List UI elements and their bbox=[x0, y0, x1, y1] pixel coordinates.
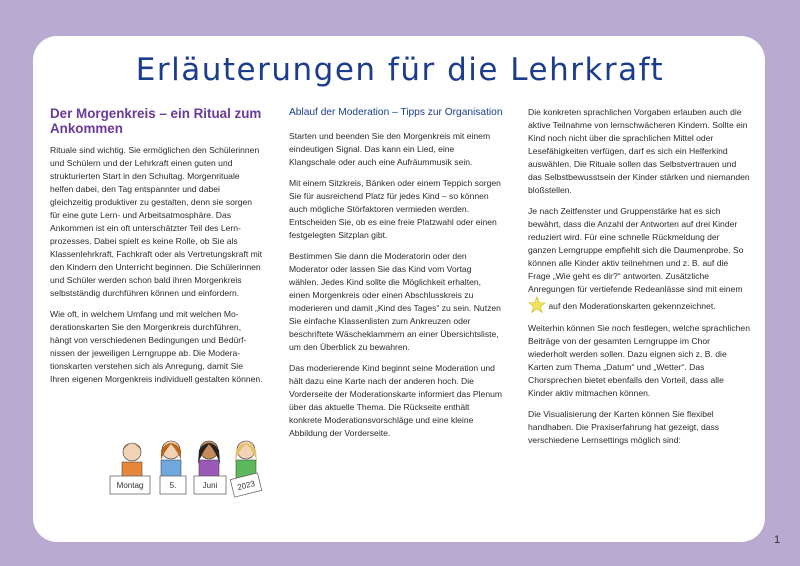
sign-month bbox=[194, 476, 226, 494]
section-heading-ablauf: Ablauf der Moderation – Tipps zur Organisation bbox=[289, 107, 503, 118]
page-title: Erläuterungen für die Lehrkraft bbox=[135, 52, 665, 88]
paragraph bbox=[528, 205, 750, 314]
column-left bbox=[50, 106, 264, 394]
star-icon bbox=[528, 296, 546, 314]
sign-day bbox=[160, 476, 186, 494]
paragraph: Mit einem Sitzkreis, Bänken oder einem Teppich sorgen Sie für ausreichend Platz für jedes Kind – so können auch mögliche Störfaktoren vermieden werden. Entscheiden Sie, ob es eine freie Platzwahl oder einen festgelegten Sitzplan gibt. bbox=[289, 177, 501, 240]
svg-text:5.: 5. bbox=[169, 481, 177, 490]
paragraph: Das moderierende Kind beginnt seine Moderation und hält dazu eine Karte nach der anderen hoch. Die Vorderseite der Moderationskarte informiert das Plenum über das aktuelle Thema. Die Rückseite enthält konkrete Moderationsvorschläge und eine kleine Abbildung der Vorderseite. bbox=[289, 362, 503, 438]
paragraph: Bestimmen Sie dann die Moderatorin oder den Moderator oder lassen Sie das Kind vom Vortag wählen. Jedes Kind sollte die Möglichkeit erhalten, einen Morgenkreis oder einen Abschlusskreis zu moderieren und damit „Kind des Tages“ zu sein. Nutzen Sie einfache Klassenlisten zum Ankreuzen oder beschriftete Wäscheklammern an einer Übersichtsliste, um den Überblick zu bewahren. bbox=[289, 250, 501, 352]
paragraph-part: auf den Moderationskarten gekennzeichnet. bbox=[548, 301, 716, 311]
sign-montag bbox=[110, 476, 150, 494]
page-number: 1 bbox=[773, 534, 781, 546]
section-heading-morgenkreis: Der Morgenkreis – ein Ritual zum Ankommen bbox=[50, 106, 262, 136]
column-right bbox=[528, 106, 750, 455]
paragraph: Starten und beenden Sie den Morgenkreis mit einem eindeutigen Signal. Das kann ein Lied, eine Klangschale oder auch eine Aufräummusik sein. bbox=[289, 130, 491, 167]
svg-text:Montag: Montag bbox=[116, 481, 144, 490]
paragraph: Die Visualisierung der Karten können Sie flexibel handhaben. Die Praxiserfahrung hat gezeigt, dass verschiedene Lernsettings möglich sind: bbox=[528, 409, 720, 445]
sign-year bbox=[230, 473, 262, 497]
children-illustration bbox=[108, 438, 264, 503]
paragraph-part: Je nach Zeitfenster und Gruppenstärke hat es sich bewährt, dass die Anzahl der Antworten auf drei Kinder reduziert wird. Für eine schnelle Rückmeldung der ganzen Lerngruppe empfiehlt sich die Daumenprobe. So können alle Kinder aktiv teilnehmen und z. B. auf die Frage „Wie geht es dir?“ antworten. Zusätzliche Anregungen für vertiefende Redeanlässe sind mit einem bbox=[528, 206, 744, 294]
paragraph: Weiterhin können Sie noch festlegen, welche sprachlichen Beiträge von der gesamten Lerngruppe im Chor wiederholt werden sollen. Dazu eignen sich z. B. die Karten zum Thema „Datum“ und „Wetter“. Das Chorsprechen bietet ebenfalls den Vorteil, dass alle Kinder aktiv mitmachen können. bbox=[528, 323, 750, 398]
svg-text:Juni: Juni bbox=[202, 481, 218, 490]
column-middle bbox=[289, 106, 503, 448]
svg-text:2023: 2023 bbox=[236, 478, 256, 493]
paragraph: Die konkreten sprachlichen Vorgaben erlauben auch die aktive Teilnahme von lernschwächeren Kindern. Sollte ein Kind noch nicht über die sprachlichen Mittel oder Lesefähigkeiten verfügen, darf es sich ein Helferkind auswählen. Die Rituale sollen das Selbstvertrauen und das Selbstbewusstsein der Kinder stärken und niemanden bloßstellen. bbox=[528, 107, 750, 195]
paragraph: Rituale sind wichtig. Sie ermöglichen den Schülerinnen und Schülern und der Lehrkraft einen guten und strukturierten Start in den Schultag. Morgenrituale helfen dabei, den Tag entspannter und dabei gleichzeitig produktiver zu gestalten, denn sie sorgen für eine gute Lern- und Arbeitsatmosphäre. Das Ankommen ist ein oft unterschätzter Teil des Lernprozesses. Dabei spielt es keine Rolle, ob Sie als Klassenlehrkraft, Fachkraft oder als Vertretungskraft mit den Kindern den Unterricht beginnen. Die Schülerinnen und Schüler werden schon bald ihren Morgenkreis selbstständig durchführen können und einfordern. bbox=[50, 145, 263, 298]
paragraph: Wie oft, in welchem Umfang und mit welchen Moderationskarten Sie den Morgenkreis durchführen, hängt von verschiedenen Bedingungen und Bedürfnissen der jeweiligen Lerngruppe ab. Die Moderationskarten verstehen sich als Anregung, damit Sie Ihren eigenen Morgenkreis individuell gestalten können. bbox=[50, 309, 263, 384]
